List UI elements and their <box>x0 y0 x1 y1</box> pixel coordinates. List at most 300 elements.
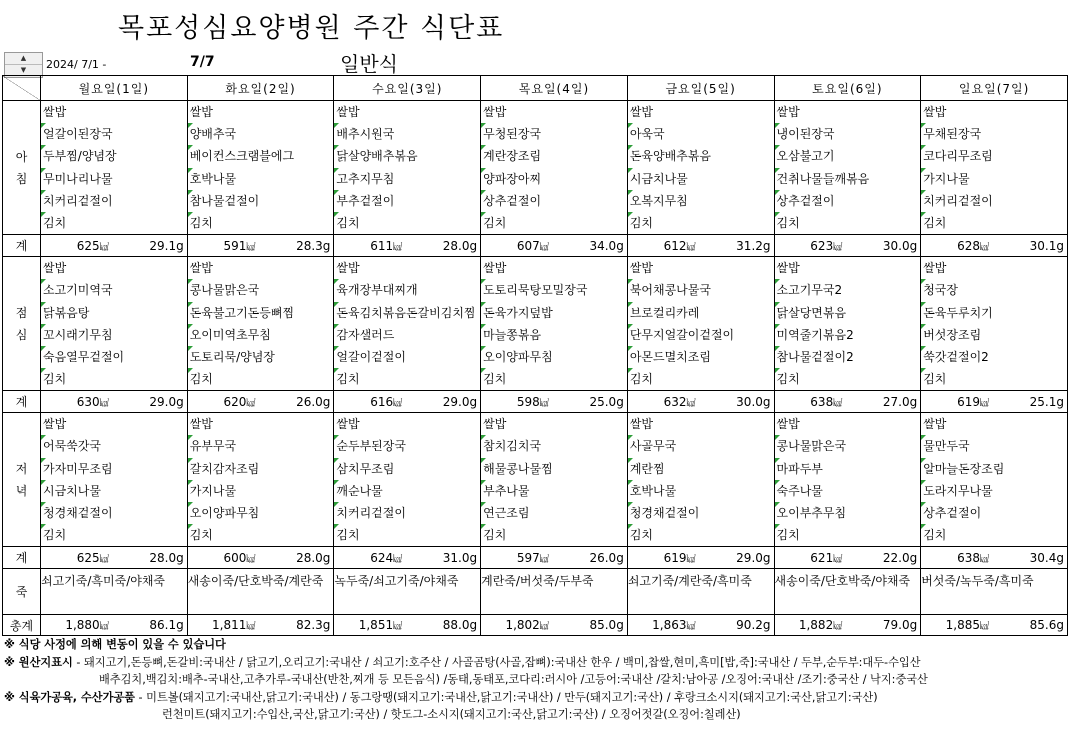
menu-item: 오이부추무침 <box>775 502 921 524</box>
menu-item: 돈육가지덮밥 <box>481 302 627 324</box>
menu-item: 북어채콩나물국 <box>628 279 774 301</box>
kcal-value <box>337 239 402 253</box>
menu-item: 무채된장국 <box>921 123 1067 145</box>
porridge-label: 죽 <box>3 569 41 615</box>
kcal-value <box>484 239 549 253</box>
menu-item: 시금치나물 <box>628 168 774 190</box>
menu-item: 베이컨스크램블에그 <box>188 145 334 167</box>
breakfast-cell <box>774 101 921 235</box>
menu-item: 김치 <box>481 524 627 546</box>
protein-value: 29.0g <box>442 394 478 409</box>
protein-value: 22.0g <box>882 550 918 565</box>
menu-item: 김치 <box>628 524 774 546</box>
corner-cell <box>3 76 41 101</box>
day-header: 목요일(4일) <box>481 76 628 101</box>
kcal-value <box>777 239 842 253</box>
origin-text: - 돼지고기,돈등뼈,돈갈비:국내산 / 닭고기,오리고기:국내산 / 쇠고기:호주산 / 사골곰탕(사골,잡뼈):국내산 한우 / 백미,찹쌀,현미,흑미[밥,죽]:국내산 / 두부,순두부:대두-수입산 <box>72 655 921 669</box>
total-cell <box>41 391 188 413</box>
total-cell <box>921 235 1068 257</box>
menu-item: 김치 <box>188 524 334 546</box>
menu-item: 돈육불고기돈등뼈찜 <box>188 302 334 324</box>
dinner-label <box>3 413 41 547</box>
processed-text: - 미트볼(돼지고기:국내산,닭고기:국내산) / 동그랑땡(돼지고기:국내산,닭고기:국내산) / 만두(돼지고기:국산) / 후랑크소시지(돼지고기:국산,닭고기:국산) <box>135 690 878 704</box>
kcal-number: 624 <box>370 550 394 565</box>
total-cell <box>627 615 774 636</box>
menu-item: 김치 <box>921 524 1067 546</box>
menu-item: 김치 <box>628 368 774 390</box>
kcal-number: 623 <box>810 238 834 253</box>
menu-item: 쌀밥 <box>189 105 213 119</box>
menu-item: 김치 <box>334 368 480 390</box>
protein-value: 30.1g <box>1029 238 1064 253</box>
kcal-unit: ㎉ <box>393 398 403 409</box>
kcal-value <box>631 551 696 565</box>
kcal-unit: ㎉ <box>833 622 843 633</box>
total-cell <box>334 615 481 636</box>
menu-item: 김치 <box>188 368 334 390</box>
grand-total-row <box>3 615 1068 636</box>
kcal-unit: ㎉ <box>393 242 403 253</box>
menu-item: 쌀밥 <box>923 261 947 276</box>
dinner-cell <box>41 413 188 547</box>
menu-item: 상추겉절이 <box>481 190 627 212</box>
kcal-value <box>44 395 109 409</box>
menu-item: 돈육양배추볶음 <box>628 145 774 167</box>
menu-item: 쌀밥 <box>629 261 653 276</box>
subtotal-label: 계 <box>3 547 41 569</box>
protein-value: 30.0g <box>736 394 771 409</box>
menu-item: 소고기무국2 <box>775 279 921 301</box>
menu-item: 쌀밥 <box>43 261 67 276</box>
lunch-cell <box>481 257 628 391</box>
kcal-number: 620 <box>223 394 247 409</box>
processed-line <box>4 689 928 707</box>
date-end: 7/7 <box>190 54 215 70</box>
total-cell <box>921 615 1068 636</box>
day-header: 일요일(7일) <box>921 76 1068 101</box>
kcal-unit: ㎉ <box>979 242 989 253</box>
kcal-number: 1,880 <box>65 618 100 633</box>
total-cell <box>921 391 1068 413</box>
breakfast-total-row <box>3 235 1068 257</box>
menu-item: 쌀밥 <box>629 417 653 432</box>
menu-item: 쌀밥 <box>483 417 507 432</box>
kcal-value <box>631 395 696 409</box>
kcal-value <box>337 618 402 632</box>
menu-item: 오이미역초무침 <box>188 324 334 346</box>
menu-item: 오복지무침 <box>628 190 774 212</box>
breakfast-cell <box>921 101 1068 235</box>
kcal-number: 1,851 <box>358 618 394 633</box>
dinner-cell <box>921 413 1068 547</box>
menu-item: 얼갈이겉절이 <box>334 346 480 368</box>
menu-item: 양파장아찌 <box>481 168 627 190</box>
menu-type: 일반식 <box>340 52 398 76</box>
total-cell <box>774 235 921 257</box>
kcal-number: 630 <box>76 394 100 409</box>
kcal-value <box>337 551 402 565</box>
lunch-cell <box>187 257 334 391</box>
kcal-unit: ㎉ <box>539 622 549 633</box>
menu-item: 육개장부대찌개 <box>334 279 480 301</box>
menu-item: 쑥갓겉절이2 <box>921 346 1067 368</box>
menu-item: 순두부된장국 <box>334 435 480 457</box>
total-cell <box>187 547 334 569</box>
day-header: 화요일(2일) <box>187 76 334 101</box>
kcal-value <box>484 395 549 409</box>
protein-value: 82.3g <box>296 618 331 633</box>
dinner-total-row <box>3 547 1068 569</box>
total-cell <box>627 547 774 569</box>
protein-value: 90.2g <box>736 618 771 633</box>
protein-value: 26.0g <box>296 394 331 409</box>
menu-item: 건취나물들깨볶음 <box>775 168 921 190</box>
kcal-unit: ㎉ <box>979 398 989 409</box>
kcal-number: 1,885 <box>945 618 980 633</box>
menu-item: 오이양파무침 <box>188 502 334 524</box>
protein-value: 28.0g <box>296 550 331 565</box>
meal-char: 아 <box>15 149 28 164</box>
menu-item: 부추겉절이 <box>334 190 480 212</box>
day-header: 월요일(1일) <box>41 76 188 101</box>
menu-item: 양배추국 <box>188 123 334 145</box>
menu-item: 김치 <box>921 368 1067 390</box>
kcal-number: 625 <box>76 550 100 565</box>
meal-char: 침 <box>15 171 28 186</box>
menu-item: 김치 <box>334 212 480 234</box>
menu-item: 갈치감자조림 <box>188 458 334 480</box>
kcal-number: 638 <box>810 394 834 409</box>
day-header: 금요일(5일) <box>627 76 774 101</box>
notes <box>4 636 928 724</box>
total-cell <box>187 391 334 413</box>
kcal-number: 1,811 <box>212 618 247 633</box>
dinner-row <box>3 413 1068 547</box>
kcal-number: 1,882 <box>798 618 834 633</box>
kcal-value <box>631 618 696 632</box>
notice-line <box>4 636 928 654</box>
menu-item: 코다리무조림 <box>921 145 1067 167</box>
origin-line <box>4 654 928 672</box>
kcal-number: 591 <box>223 238 247 253</box>
menu-item: 연근조림 <box>481 502 627 524</box>
menu-item: 쌀밥 <box>483 261 507 276</box>
protein-value: 25.1g <box>1029 394 1064 409</box>
origin-line-2: 배추김치,백김치:배추-국내산,고추가루-국내산(반찬,찌개 등 모든음식) /동태,동태포,코다리:러시아 /고등어:국내산 /갈치:남아공 /오징어:국내산 /조기:중국산 / 낙지:중국산 <box>99 673 928 686</box>
menu-item: 쌀밥 <box>923 417 947 432</box>
kcal-unit: ㎉ <box>393 622 403 633</box>
lunch-cell <box>41 257 188 391</box>
kcal-number: 1,863 <box>652 618 687 633</box>
menu-item: 돈육김치볶음돈갈비김치찜 <box>334 302 480 324</box>
kcal-unit: ㎉ <box>99 554 109 565</box>
porridge-cell: 쇠고기죽/계란죽/흑미죽 <box>627 569 774 615</box>
menu-item: 가자미무조림 <box>41 458 187 480</box>
menu-item: 감자샐러드 <box>334 324 480 346</box>
menu-item: 미역줄기볶음2 <box>775 324 921 346</box>
total-cell <box>41 615 188 636</box>
menu-item: 도토리묵탕모밀장국 <box>481 279 627 301</box>
kcal-value <box>924 618 989 632</box>
protein-value: 79.0g <box>882 618 918 633</box>
lunch-cell <box>334 257 481 391</box>
total-cell <box>481 235 628 257</box>
porridge-cell: 버섯죽/녹두죽/흑미죽 <box>921 569 1068 615</box>
menu-item: 참치김치국 <box>481 435 627 457</box>
menu-item: 숙음열무겉절이 <box>41 346 187 368</box>
menu-item: 쌀밥 <box>629 105 653 119</box>
menu-item: 김치 <box>334 524 480 546</box>
origin-label: ※ 원산지표시 <box>4 655 73 669</box>
kcal-value <box>190 618 255 632</box>
lunch-row <box>3 257 1068 391</box>
total-cell <box>334 547 481 569</box>
kcal-value <box>484 618 549 632</box>
total-cell <box>774 547 921 569</box>
kcal-number: 607 <box>516 238 540 253</box>
kcal-number: 619 <box>663 550 687 565</box>
total-cell <box>481 391 628 413</box>
menu-item: 참나물겉절이2 <box>775 346 921 368</box>
menu-item: 쌀밥 <box>336 417 360 432</box>
menu-item: 고추지무침 <box>334 168 480 190</box>
kcal-value <box>631 239 696 253</box>
menu-item: 두부찜/양념장 <box>41 145 187 167</box>
menu-item: 쌀밥 <box>336 261 360 276</box>
menu-item: 쌀밥 <box>336 105 360 119</box>
menu-item: 소고기미역국 <box>41 279 187 301</box>
menu-item: 무미나리나물 <box>41 168 187 190</box>
total-cell <box>921 547 1068 569</box>
spin-up-icon[interactable]: ▲ <box>5 53 42 65</box>
menu-item: 콩나물맑은국 <box>775 435 921 457</box>
kcal-number: 638 <box>957 550 980 565</box>
kcal-value <box>484 551 549 565</box>
porridge-cell: 계란죽/버섯죽/두부죽 <box>481 569 628 615</box>
dinner-cell <box>481 413 628 547</box>
kcal-number: 598 <box>516 394 540 409</box>
protein-value: 28.0g <box>149 550 184 565</box>
menu-item: 치커리겉절이 <box>921 190 1067 212</box>
protein-value: 30.4g <box>1029 550 1064 565</box>
kcal-unit: ㎉ <box>686 554 696 565</box>
lunch-cell <box>921 257 1068 391</box>
protein-value: 27.0g <box>882 394 918 409</box>
menu-item: 어묵쑥갓국 <box>41 435 187 457</box>
kcal-value <box>190 395 255 409</box>
kcal-unit: ㎉ <box>686 622 696 633</box>
protein-value: 28.3g <box>296 238 331 253</box>
menu-item: 김치 <box>775 524 921 546</box>
kcal-unit: ㎉ <box>393 554 403 565</box>
porridge-cell: 새송이죽/단호박죽/야채죽 <box>774 569 921 615</box>
lunch-label <box>3 257 41 391</box>
kcal-value <box>924 239 989 253</box>
total-cell <box>334 391 481 413</box>
menu-item: 쌀밥 <box>923 105 947 119</box>
menu-item: 버섯장조림 <box>921 324 1067 346</box>
menu-item: 김치 <box>921 212 1067 234</box>
menu-item: 배추시원국 <box>334 123 480 145</box>
kcal-number: 625 <box>76 238 100 253</box>
breakfast-cell <box>334 101 481 235</box>
menu-item: 얼갈이된장국 <box>41 123 187 145</box>
lunch-cell <box>627 257 774 391</box>
menu-item: 오이양파무침 <box>481 346 627 368</box>
kcal-unit: ㎉ <box>246 242 256 253</box>
menu-item: 상추겉절이 <box>775 190 921 212</box>
kcal-value <box>924 551 989 565</box>
protein-value: 29.0g <box>149 394 184 409</box>
menu-item: 아몬드멸치조림 <box>628 346 774 368</box>
porridge-cell: 쇠고기죽/흑미죽/야채죽 <box>41 569 188 615</box>
subtotal-label: 계 <box>3 235 41 257</box>
lunch-total-row <box>3 391 1068 413</box>
protein-value: 88.0g <box>442 618 478 633</box>
kcal-unit: ㎉ <box>686 242 696 253</box>
lunch-cell <box>774 257 921 391</box>
menu-item: 무청된장국 <box>481 123 627 145</box>
menu-item: 브로컬리카레 <box>628 302 774 324</box>
total-cell <box>41 547 188 569</box>
menu-item: 쌀밥 <box>776 261 800 276</box>
breakfast-cell <box>187 101 334 235</box>
menu-item: 김치 <box>41 368 187 390</box>
spin-down-icon[interactable]: ▼ <box>20 66 27 74</box>
kcal-number: 616 <box>370 394 394 409</box>
menu-item: 쌀밥 <box>776 417 800 432</box>
protein-value: 29.1g <box>149 238 184 253</box>
menu-item: 냉이된장국 <box>775 123 921 145</box>
menu-item: 호박나물 <box>628 480 774 502</box>
menu-item: 단무지얼갈이겉절이 <box>628 324 774 346</box>
total-cell <box>41 235 188 257</box>
processed-label: ※ 식육가공육, 수산가공품 <box>4 690 135 704</box>
processed-line-2: 런천미트(돼지고기:수입산,국산,닭고기:국산) / 핫도그-소시지(돼지고기:국산,닭고기:국산) / 오징어젓갈(오징어:칠레산) <box>162 708 741 721</box>
dinner-cell <box>774 413 921 547</box>
kcal-unit: ㎉ <box>979 622 989 633</box>
menu-item: 치커리겉절이 <box>41 190 187 212</box>
menu-item: 쌀밥 <box>43 417 67 432</box>
meal-char: 저 <box>15 461 28 476</box>
kcal-value <box>924 395 989 409</box>
menu-item: 도라지무나물 <box>921 480 1067 502</box>
menu-item: 치커리겉절이 <box>334 502 480 524</box>
grand-total-label: 총계 <box>3 615 41 636</box>
kcal-number: 621 <box>810 550 834 565</box>
meal-char: 심 <box>15 327 28 342</box>
menu-item: 청경채겉절이 <box>628 502 774 524</box>
breakfast-row <box>3 101 1068 235</box>
menu-item: 쌀밥 <box>189 261 213 276</box>
menu-item: 계란장조림 <box>481 145 627 167</box>
menu-item: 상추겉절이 <box>921 502 1067 524</box>
menu-item: 삼치무조림 <box>334 458 480 480</box>
day-header: 수요일(3일) <box>334 76 481 101</box>
porridge-cell: 새송이죽/단호박죽/계란죽 <box>187 569 334 615</box>
kcal-unit: ㎉ <box>539 398 549 409</box>
menu-item: 마늘쫑볶음 <box>481 324 627 346</box>
menu-item: 물만두국 <box>921 435 1067 457</box>
protein-value: 34.0g <box>589 238 624 253</box>
protein-value: 26.0g <box>589 550 624 565</box>
dinner-cell <box>627 413 774 547</box>
kcal-unit: ㎉ <box>246 554 256 565</box>
kcal-number: 1,802 <box>505 618 540 633</box>
kcal-number: 611 <box>370 238 394 253</box>
menu-item: 김치 <box>775 212 921 234</box>
porridge-row <box>3 569 1068 615</box>
total-cell <box>627 235 774 257</box>
kcal-number: 632 <box>663 394 687 409</box>
menu-item: 알마늘돈장조림 <box>921 458 1067 480</box>
notice-text: ※ 식당 사정에 의해 변동이 있을 수 있습니다 <box>4 638 226 651</box>
kcal-unit: ㎉ <box>833 398 843 409</box>
breakfast-label <box>3 101 41 235</box>
kcal-unit: ㎉ <box>833 554 843 565</box>
menu-item: 해물콩나물찜 <box>481 458 627 480</box>
total-cell <box>627 391 774 413</box>
kcal-number: 600 <box>223 550 247 565</box>
kcal-value <box>44 239 109 253</box>
menu-item: 숙주나물 <box>775 480 921 502</box>
kcal-number: 619 <box>957 394 980 409</box>
subtotal-label: 계 <box>3 391 41 413</box>
day-header: 토요일(6일) <box>774 76 921 101</box>
protein-value: 28.0g <box>442 238 478 253</box>
meal-char: 점 <box>15 305 28 320</box>
total-cell <box>774 615 921 636</box>
kcal-value <box>337 395 402 409</box>
kcal-value <box>777 618 842 632</box>
breakfast-cell <box>627 101 774 235</box>
menu-item: 가지나물 <box>188 480 334 502</box>
menu-item: 계란찜 <box>628 458 774 480</box>
kcal-number: 612 <box>663 238 687 253</box>
header-row <box>3 76 1068 101</box>
kcal-unit: ㎉ <box>99 242 109 253</box>
total-cell <box>481 615 628 636</box>
kcal-unit: ㎉ <box>246 622 256 633</box>
menu-item: 콩나물맑은국 <box>188 279 334 301</box>
kcal-number: 628 <box>957 238 980 253</box>
menu-item: 쌀밥 <box>776 105 800 119</box>
total-cell <box>334 235 481 257</box>
kcal-unit: ㎉ <box>979 554 989 565</box>
menu-item: 김치 <box>481 212 627 234</box>
page-title: 목포성심요양병원 주간 식단표 <box>118 13 505 44</box>
menu-item: 닭살당면볶음 <box>775 302 921 324</box>
total-cell <box>187 235 334 257</box>
menu-item: 쌀밥 <box>483 105 507 119</box>
menu-item: 깨순나물 <box>334 480 480 502</box>
menu-item: 호박나물 <box>188 168 334 190</box>
kcal-unit: ㎉ <box>246 398 256 409</box>
menu-item: 김치 <box>41 524 187 546</box>
kcal-unit: ㎉ <box>686 398 696 409</box>
menu-item: 쌀밥 <box>43 105 67 119</box>
date-start: 2024/ 7/1 - <box>46 58 107 71</box>
menu-item: 시금치나물 <box>41 480 187 502</box>
kcal-unit: ㎉ <box>833 242 843 253</box>
menu-item: 도토리묵/양념장 <box>188 346 334 368</box>
protein-value: 29.0g <box>736 550 771 565</box>
kcal-unit: ㎉ <box>539 554 549 565</box>
meal-char: 녁 <box>15 483 28 498</box>
menu-item: 가지나물 <box>921 168 1067 190</box>
menu-item: 김치 <box>481 368 627 390</box>
menu-item: 김치 <box>188 212 334 234</box>
